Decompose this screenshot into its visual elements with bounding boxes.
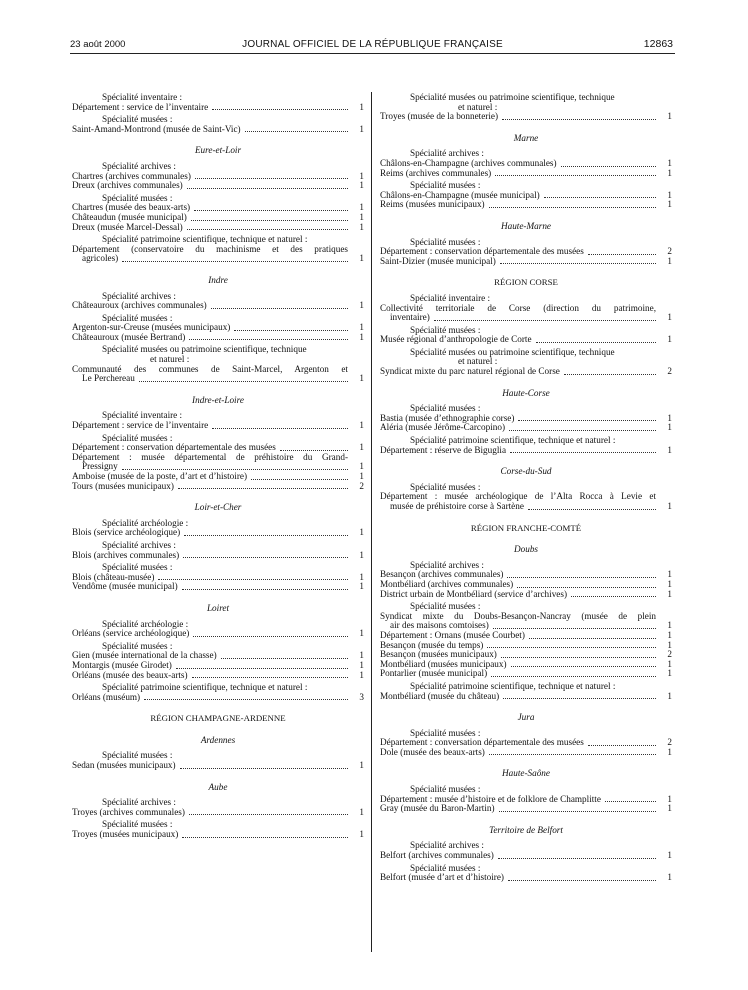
entry-line: Département : musée départemental de préhistoire du Grand- — [72, 451, 348, 462]
entry-name: Troyes (archives communales) — [72, 806, 185, 817]
entry-count: 2 — [667, 649, 672, 660]
entry-row — [380, 669, 672, 679]
entry-count: 1 — [359, 373, 364, 384]
specialty-heading: Spécialité inventaire : — [102, 92, 183, 102]
entry-name: Département : service de l’inventaire — [72, 420, 209, 431]
department-heading: Marne — [513, 132, 539, 143]
entry-name: Dreux (musée Marcel-Dessal) — [72, 221, 183, 232]
entry-name: Dole (musée des beaux-arts) — [380, 746, 485, 757]
entry-name: Troyes (musée de la bonneterie) — [380, 111, 499, 122]
dot-leader — [502, 119, 656, 120]
specialty-heading: Spécialité musées : — [410, 180, 481, 191]
entry-row — [72, 693, 364, 703]
specialty-heading: Spécialité archives : — [102, 797, 176, 808]
entry-name: Département : conservation départementale des musées — [380, 246, 584, 257]
header-page-number: 12863 — [643, 38, 673, 50]
dot-leader — [139, 381, 348, 382]
entry-line: musée de préhistoire corse à Sartène — [390, 501, 524, 511]
entry-count: 1 — [359, 170, 364, 181]
entry-count: 1 — [359, 650, 364, 661]
department-heading: Corse-du-Sud — [500, 466, 552, 477]
entry-row — [72, 103, 364, 113]
dot-leader — [500, 263, 656, 264]
entry-row — [380, 804, 672, 814]
specialty-heading: Spécialité archives : — [102, 290, 176, 301]
entry-line: air des maisons comtoises) — [390, 620, 489, 631]
department-heading: Eure-et-Loir — [194, 145, 242, 156]
specialty-heading: Spécialité musées : — [102, 562, 173, 573]
entry-name: Gray (musée du Baron-Martin) — [380, 803, 495, 814]
dot-leader — [184, 535, 348, 536]
dot-leader — [508, 880, 656, 881]
entry-count: 2 — [359, 480, 364, 491]
dot-leader — [498, 858, 656, 859]
entry-name: Besançon (archives communales) — [380, 569, 504, 580]
department-heading: Haute-Saône — [502, 768, 550, 779]
entry-count: 1 — [667, 422, 672, 433]
dot-leader — [503, 698, 656, 699]
entry-name: Gien (musée international de la chasse) — [72, 650, 217, 661]
dot-leader — [192, 677, 348, 678]
entry-line: Département (conservatoire du machinisme et des pratiques — [72, 243, 348, 254]
dot-leader — [280, 450, 348, 451]
dot-leader — [511, 666, 656, 667]
entry-count: 1 — [667, 157, 672, 168]
dot-leader — [212, 109, 348, 110]
specialty-heading: Spécialité musées : — [102, 114, 173, 125]
entry-count: 1 — [667, 167, 672, 178]
entry-count: 1 — [667, 658, 672, 669]
column-divider — [371, 92, 372, 952]
department-heading: Territoire de Belfort — [489, 824, 563, 835]
entry-count: 1 — [359, 829, 364, 840]
entry-name: Montbéliard (musées municipaux) — [380, 658, 507, 669]
entry-count: 1 — [359, 180, 364, 191]
entry-name: Chartres (musée des beaux-arts) — [72, 202, 191, 213]
entry-name: Pontarlier (musée municipal) — [380, 668, 488, 679]
dot-leader — [571, 596, 656, 597]
entry-count: 1 — [667, 569, 672, 580]
entry-name: Besançon (musées municipaux) — [380, 649, 497, 660]
entry-row — [72, 482, 364, 492]
department-heading: Haute-Corse — [502, 387, 550, 398]
entry-line: Le Perchereau — [82, 373, 135, 384]
dot-leader — [605, 801, 656, 802]
dot-leader — [176, 668, 348, 669]
entry-count: 1 — [667, 620, 672, 631]
entry-name: Châteauroux (archives communales) — [72, 300, 207, 311]
entry-row — [380, 200, 672, 210]
dot-leader — [144, 699, 348, 700]
specialty-heading: Spécialité musées : — [410, 236, 481, 247]
entry-name: Saint-Amand-Montrond (musée de Saint-Vic) — [72, 123, 241, 134]
entry-name: Blois (archives communales) — [72, 549, 180, 560]
entry-count: 1 — [667, 199, 672, 210]
entry-multiline — [380, 304, 672, 323]
dot-leader — [510, 452, 656, 453]
entry-count: 2 — [667, 737, 672, 748]
specialty-heading: Spécialité musées : — [410, 601, 481, 612]
department-heading: Indre-et-Loire — [192, 394, 244, 405]
specialty-heading: Spécialité musées : — [410, 727, 481, 738]
entry-count: 1 — [359, 527, 364, 538]
dot-leader — [211, 308, 348, 309]
entry-count: 1 — [359, 253, 364, 264]
entry-name: Aléria (musée Jérôme-Carcopino) — [380, 422, 506, 433]
entry-count: 2 — [667, 246, 672, 257]
specialty-heading: Spécialité archives : — [102, 160, 176, 171]
dot-leader — [212, 428, 348, 429]
entry-count: 1 — [359, 442, 364, 453]
entry-count: 1 — [359, 549, 364, 560]
dot-leader — [561, 166, 656, 167]
specialty-heading: Spécialité patrimoine scientifique, technique et naturel : — [102, 682, 308, 693]
entry-row — [72, 333, 364, 343]
entry-count: 1 — [359, 581, 364, 592]
entry-count: 1 — [359, 760, 364, 771]
entry-name: Châlons-en-Champagne (musée municipal) — [380, 189, 540, 200]
dot-leader — [517, 587, 656, 588]
entry-row — [380, 169, 672, 179]
entry-name: Blois (service archéologique) — [72, 527, 181, 538]
entry-name: Musée régional d’anthropologie de Corte — [380, 334, 532, 345]
dot-leader — [234, 330, 348, 331]
entry-row — [72, 551, 364, 561]
region-heading: RÉGION CHAMPAGNE-ARDENNE — [150, 713, 286, 724]
entry-count: 1 — [667, 444, 672, 455]
entry-row — [72, 421, 364, 431]
entry-count: 1 — [667, 746, 672, 757]
entry-name: Vendôme (musée municipal) — [72, 581, 178, 592]
dot-leader — [182, 589, 348, 590]
dot-leader — [122, 261, 348, 262]
dot-leader — [221, 658, 348, 659]
specialty-heading: Spécialité musées : — [102, 312, 173, 323]
dot-leader — [193, 636, 348, 637]
entry-name: Châteaudun (musée municipal) — [72, 211, 187, 222]
specialty-heading — [380, 348, 672, 367]
entry-name: Troyes (musées municipaux) — [72, 829, 179, 840]
specialty-heading: Spécialité patrimoine scientifique, technique et naturel : — [102, 234, 308, 245]
entry-name: Blois (château-musée) — [72, 571, 155, 582]
dot-leader — [529, 638, 656, 639]
entry-count: 1 — [359, 331, 364, 342]
dot-leader — [434, 320, 656, 321]
entry-count: 1 — [667, 412, 672, 423]
entry-count: 1 — [359, 123, 364, 134]
entry-row — [380, 851, 672, 861]
entry-name: Châteauroux (musée Bertrand) — [72, 331, 186, 342]
dot-leader — [187, 229, 348, 230]
heading-line: et naturel : — [458, 101, 498, 112]
entry-row — [72, 254, 364, 264]
specialty-heading: Spécialité musées : — [410, 784, 481, 795]
dot-leader — [189, 814, 348, 815]
entry-line: Syndicat mixte du Doubs-Besançon-Nancray (musée de plein — [380, 610, 656, 621]
department-heading: Indre — [208, 274, 228, 285]
entry-line: agricoles) — [82, 253, 119, 264]
entry-count: 1 — [359, 659, 364, 670]
specialty-heading: Spécialité archives : — [410, 559, 484, 570]
header-title: JOURNAL OFFICIEL DE LA RÉPUBLIQUE FRANÇAISE — [242, 39, 503, 50]
dot-leader — [564, 374, 656, 375]
dot-leader — [158, 579, 348, 580]
specialty-heading: Spécialité inventaire : — [410, 292, 491, 303]
entry-row — [72, 181, 364, 191]
dot-leader — [493, 628, 656, 629]
entry-count: 1 — [667, 334, 672, 345]
entry-name: Montbéliard (musée du château) — [380, 690, 500, 701]
entry-row — [72, 629, 364, 639]
entry-count: 1 — [359, 669, 364, 680]
entry-multiline — [72, 365, 364, 384]
entry-row — [72, 374, 364, 384]
entry-name: Saint-Dizier (musée municipal) — [380, 255, 496, 266]
entry-count: 1 — [667, 578, 672, 589]
entry-name: Sedan (musées municipaux) — [72, 760, 176, 771]
entry-count: 1 — [667, 872, 672, 883]
heading-line: Spécialité musées ou patrimoine scientifique, technique — [102, 344, 307, 355]
entry-count: 1 — [667, 501, 672, 511]
specialty-heading: Spécialité archives : — [410, 148, 484, 159]
entry-name: Châlons-en-Champagne (archives communales) — [380, 157, 557, 168]
entry-row — [380, 692, 672, 702]
dot-leader — [588, 745, 656, 746]
entry-count: 1 — [359, 628, 364, 639]
entry-name: Syndicat mixte du parc naturel régional de Corse — [380, 366, 560, 377]
entry-count: 1 — [667, 803, 672, 814]
entry-row — [72, 761, 364, 771]
entry-count: 1 — [359, 461, 364, 472]
entry-line: Pressigny — [82, 461, 118, 472]
entry-row — [72, 528, 364, 538]
dot-leader — [189, 339, 348, 340]
dot-leader — [501, 657, 656, 658]
entry-row — [72, 671, 364, 681]
specialty-heading: Spécialité patrimoine scientifique, technique et naturel : — [410, 435, 616, 446]
dot-leader — [491, 676, 656, 677]
dot-leader — [507, 577, 656, 578]
dot-leader — [187, 188, 348, 189]
dot-leader — [544, 197, 656, 198]
entry-name: Bastia (musée d’ethnographie corse) — [380, 412, 515, 423]
entry-count: 2 — [667, 366, 672, 377]
dot-leader — [487, 647, 656, 648]
dot-leader — [191, 220, 348, 221]
entry-count: 1 — [359, 471, 364, 481]
dot-leader — [195, 178, 348, 179]
entry-line: inventaire) — [390, 312, 430, 323]
entry-count: 1 — [667, 793, 672, 804]
department-heading: Loir-et-Cher — [194, 502, 242, 513]
entry-name: Belfort (musée d’art et d’histoire) — [380, 872, 504, 883]
dot-leader — [528, 509, 656, 510]
entry-count: 1 — [667, 255, 672, 266]
specialty-heading: Spécialité musées : — [410, 403, 481, 414]
entry-line: Département : musée archéologique de l’Alta Rocca à Levie et — [380, 491, 656, 502]
entry-count: 1 — [667, 189, 672, 200]
specialty-heading: Spécialité musées : — [410, 862, 481, 873]
dot-leader — [178, 488, 348, 489]
dot-leader — [183, 557, 348, 558]
department-heading: Doubs — [514, 544, 538, 555]
entry-count: 1 — [667, 629, 672, 640]
specialty-heading: Spécialité archives : — [102, 539, 176, 550]
heading-line: et naturel : — [458, 356, 498, 367]
region-heading: RÉGION CORSE — [494, 277, 558, 288]
entry-name: Tours (musées municipaux) — [72, 480, 174, 491]
entry-count: 1 — [667, 668, 672, 679]
dot-leader — [495, 175, 656, 176]
entry-count: 1 — [359, 571, 364, 582]
entry-count: 1 — [667, 850, 672, 861]
entry-row — [380, 423, 672, 433]
entry-count: 1 — [359, 211, 364, 222]
entry-row — [72, 808, 364, 818]
entry-name: Chartres (archives communales) — [72, 170, 191, 181]
specialty-heading: Spécialité archéologie : — [102, 618, 189, 629]
entry-row — [380, 446, 672, 456]
left-column — [72, 90, 364, 840]
dot-leader — [251, 479, 348, 480]
entry-row — [380, 590, 672, 600]
specialty-heading — [72, 345, 364, 364]
entry-name: Reims (musées municipaux) — [380, 199, 485, 210]
entry-row — [72, 223, 364, 233]
entry-count: 1 — [667, 588, 672, 599]
dot-leader — [245, 131, 348, 132]
header-date: 23 août 2000 — [70, 39, 126, 50]
entry-multiline — [72, 453, 364, 472]
heading-line: Spécialité musées ou patrimoine scientifique, technique — [410, 346, 615, 357]
entry-count: 1 — [359, 420, 364, 431]
entry-name: Département : musée d’histoire et de folklore de Champlitte — [380, 793, 601, 804]
heading-line: et naturel : — [150, 354, 190, 365]
entry-row — [72, 830, 364, 840]
entry-row — [380, 367, 672, 377]
specialty-heading: Spécialité patrimoine scientifique, technique et naturel : — [410, 680, 616, 691]
entry-name: Dreux (archives communales) — [72, 180, 183, 191]
heading-line: Spécialité musées ou patrimoine scientifique, technique — [410, 92, 615, 102]
entry-name: Orléans (muséum) — [72, 691, 141, 702]
entry-count: 1 — [359, 300, 364, 311]
specialty-heading: Spécialité inventaire : — [102, 410, 183, 421]
entry-name: Besançon (musée du temps) — [380, 639, 484, 650]
region-heading: RÉGION FRANCHE-COMTÉ — [470, 522, 582, 533]
department-heading: Haute-Marne — [500, 220, 551, 231]
specialty-heading: Spécialité musées : — [102, 192, 173, 203]
specialty-heading: Spécialité archives : — [410, 840, 484, 851]
entry-name: Argenton-sur-Creuse (musées municipaux) — [72, 322, 231, 333]
entry-name: Département : service de l’inventaire — [72, 101, 209, 112]
entry-multiline — [380, 492, 672, 511]
entry-row — [380, 873, 672, 883]
entry-name: Département : conversation départementale des musées — [380, 737, 584, 748]
specialty-heading: Spécialité musées : — [410, 481, 481, 492]
department-heading: Ardennes — [200, 734, 236, 745]
department-heading: Aube — [208, 781, 228, 792]
entry-name: Belfort (archives communales) — [380, 850, 494, 861]
entry-name: Orléans (musée des beaux-arts) — [72, 669, 188, 680]
entry-count: 1 — [667, 639, 672, 650]
entry-row — [72, 301, 364, 311]
entry-count: 1 — [667, 312, 672, 323]
department-heading: Loiret — [206, 602, 230, 613]
entry-line: Communauté des communes de Saint-Marcel, Argenton et — [72, 363, 348, 374]
dot-leader — [182, 837, 348, 838]
specialty-heading: Spécialité musées : — [410, 324, 481, 335]
dot-leader — [122, 469, 348, 470]
entry-row — [380, 112, 672, 122]
entry-name: Amboise (musée de la poste, d’art et d’histoire) — [72, 471, 248, 481]
page-header — [70, 39, 675, 54]
dot-leader — [499, 811, 656, 812]
entry-count: 1 — [359, 322, 364, 333]
entry-row — [72, 125, 364, 135]
specialty-heading — [380, 93, 672, 112]
department-heading: Jura — [517, 712, 535, 723]
entry-count: 3 — [359, 691, 364, 702]
entry-count: 1 — [359, 202, 364, 213]
specialty-heading: Spécialité musées : — [102, 819, 173, 830]
right-column — [380, 90, 672, 883]
dot-leader — [489, 207, 656, 208]
entry-name: Orléans (service archéologique) — [72, 628, 190, 639]
entry-count: 1 — [359, 221, 364, 232]
dot-leader — [588, 254, 656, 255]
specialty-heading: Spécialité musées : — [102, 640, 173, 651]
entry-name: Département : Ornans (musée Courbet) — [380, 629, 525, 640]
entry-count: 1 — [359, 101, 364, 112]
entry-row — [380, 748, 672, 758]
entry-row — [380, 502, 672, 512]
entry-name: Département : conservation départementale des musées — [72, 442, 276, 453]
entry-row — [72, 582, 364, 592]
dot-leader — [489, 754, 656, 755]
entry-count: 1 — [359, 806, 364, 817]
entry-multiline — [380, 612, 672, 631]
dot-leader — [536, 342, 656, 343]
entry-name: Montargis (musée Girodet) — [72, 659, 172, 670]
entry-row — [380, 257, 672, 267]
entry-multiline — [72, 245, 364, 264]
dot-leader — [194, 210, 348, 211]
entry-line: Collectivité territoriale de Corse (direction du patrimoine, — [380, 302, 656, 313]
entry-count: 1 — [667, 690, 672, 701]
entry-name: Montbéliard (archives communales) — [380, 578, 514, 589]
specialty-heading: Spécialité musées : — [102, 432, 173, 443]
entry-row — [380, 313, 672, 323]
dot-leader — [180, 768, 348, 769]
entry-name: Reims (archives communales) — [380, 167, 492, 178]
dot-leader — [509, 430, 656, 431]
dot-leader — [518, 420, 656, 421]
specialty-heading: Spécialité musées : — [102, 750, 173, 761]
entry-name: District urbain de Montbéliard (service d’archives) — [380, 588, 567, 599]
entry-count: 1 — [667, 111, 672, 122]
entry-name: Département : réserve de Biguglia — [380, 444, 507, 455]
specialty-heading: Spécialité archéologie : — [102, 517, 189, 528]
entry-row — [380, 335, 672, 345]
